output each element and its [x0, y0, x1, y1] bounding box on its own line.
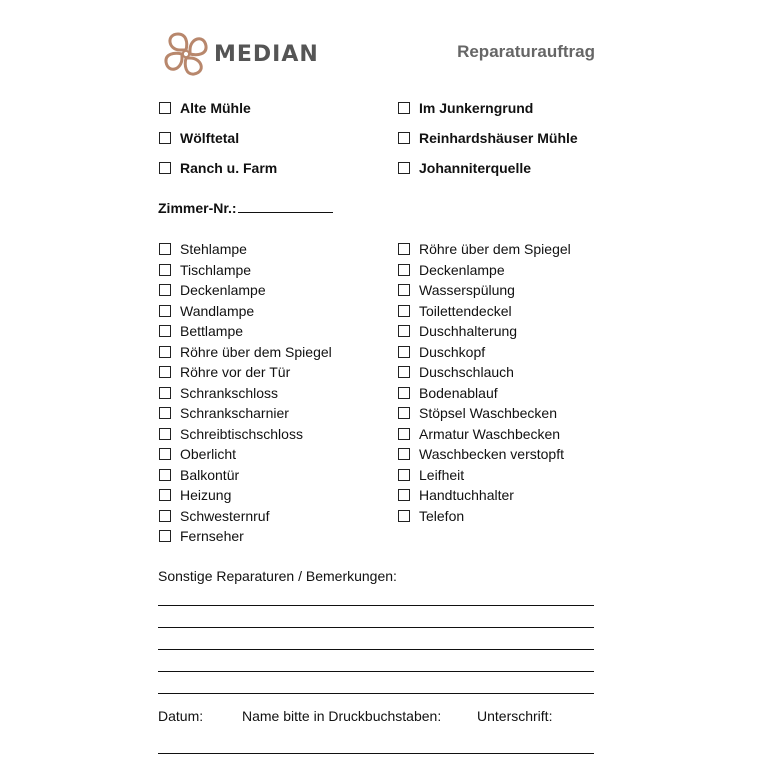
document-title: Reparaturauftrag: [457, 42, 595, 61]
median-logo: [160, 26, 360, 82]
repair-item-row[interactable]: [159, 444, 236, 464]
checkbox-label: Duschhalterung: [419, 323, 518, 339]
checkbox[interactable]: [398, 469, 410, 481]
repair-item-row[interactable]: [398, 301, 512, 321]
checkbox[interactable]: [398, 102, 410, 114]
house-checkbox-row[interactable]: [398, 128, 578, 148]
clover-logo-icon: [160, 28, 212, 80]
checkbox-label: Waschbecken verstopft: [419, 446, 564, 462]
checkbox-label: Leifheit: [419, 466, 465, 483]
footer-signature-line[interactable]: [158, 753, 594, 754]
checkbox[interactable]: [398, 243, 410, 255]
remarks-line[interactable]: [158, 605, 594, 606]
checkbox[interactable]: [159, 264, 171, 276]
checkbox-label: Wandlampe: [180, 302, 255, 319]
remarks-line[interactable]: [158, 627, 594, 628]
house-checkbox-row[interactable]: [398, 98, 533, 118]
room-number-blank[interactable]: [238, 200, 333, 213]
checkbox-label: Handtuchhalter: [419, 487, 514, 503]
checkbox-label: Wölftetal: [180, 130, 240, 146]
repair-item-row[interactable]: [159, 506, 269, 526]
checkbox-label: Balkontür: [180, 466, 240, 483]
repair-item-row[interactable]: [159, 526, 244, 546]
checkbox[interactable]: [159, 346, 171, 358]
remarks-line[interactable]: [158, 671, 594, 672]
repair-item-row[interactable]: [159, 280, 266, 300]
checkbox[interactable]: [398, 305, 410, 317]
checkbox-label: Im Junkerngrund: [419, 100, 534, 116]
repair-item-row[interactable]: [159, 383, 278, 403]
checkbox-label: Röhre über dem Spiegel: [419, 241, 571, 257]
checkbox[interactable]: [398, 284, 410, 296]
brand-name: MEDIAN: [214, 41, 319, 67]
checkbox[interactable]: [398, 489, 410, 501]
checkbox-label: Bettlampe: [180, 323, 244, 339]
repair-item-row[interactable]: [398, 280, 515, 300]
repair-item-row[interactable]: [159, 485, 231, 505]
checkbox[interactable]: [159, 243, 171, 255]
checkbox-label: Röhre über dem Spiegel: [180, 343, 332, 360]
repair-item-row[interactable]: [398, 260, 505, 280]
checkbox[interactable]: [398, 448, 410, 460]
checkbox[interactable]: [398, 428, 410, 440]
checkbox-label: Röhre vor der Tür: [180, 364, 291, 380]
repair-item-row[interactable]: [398, 465, 464, 485]
repair-item-row[interactable]: [398, 342, 485, 362]
repair-item-row[interactable]: [159, 301, 254, 321]
date-label: Datum:: [158, 708, 204, 724]
checkbox[interactable]: [159, 102, 171, 114]
repair-item-row[interactable]: [398, 403, 557, 423]
repair-item-row[interactable]: [159, 321, 243, 341]
room-number-label: Zimmer-Nr.:: [158, 200, 237, 216]
checkbox[interactable]: [159, 162, 171, 174]
checkbox[interactable]: [159, 469, 171, 481]
checkbox[interactable]: [159, 489, 171, 501]
repair-item-row[interactable]: [159, 239, 247, 259]
checkbox[interactable]: [398, 510, 410, 522]
checkbox[interactable]: [398, 366, 410, 378]
checkbox-label: Johanniterquelle: [419, 160, 532, 176]
house-checkbox-row[interactable]: [398, 158, 531, 178]
house-checkbox-row[interactable]: [159, 158, 277, 178]
checkbox[interactable]: [398, 407, 410, 419]
checkbox[interactable]: [159, 387, 171, 399]
checkbox[interactable]: [398, 346, 410, 358]
checkbox-label: Wasserspülung: [419, 282, 515, 298]
checkbox[interactable]: [159, 530, 171, 542]
checkbox[interactable]: [159, 428, 171, 440]
checkbox-label: Fernseher: [180, 528, 244, 544]
checkbox-label: Schreibtischschloss: [180, 425, 303, 442]
checkbox-label: Schrankscharnier: [180, 405, 289, 421]
checkbox[interactable]: [159, 510, 171, 522]
checkbox[interactable]: [398, 325, 410, 337]
checkbox-label: Stöpsel Waschbecken: [419, 405, 557, 421]
checkbox-label: Stehlampe: [180, 241, 247, 257]
repair-item-row[interactable]: [159, 342, 332, 362]
checkbox-label: Heizung: [180, 487, 232, 503]
house-checkbox-row[interactable]: [159, 128, 239, 148]
checkbox-label: Tischlampe: [180, 261, 252, 278]
repair-item-row[interactable]: [398, 362, 514, 382]
repair-item-row[interactable]: [398, 321, 517, 341]
checkbox-label: Bodenablauf: [419, 384, 498, 401]
checkbox-label: Oberlicht: [180, 446, 237, 462]
repair-item-row[interactable]: [398, 485, 514, 505]
repair-item-row[interactable]: [398, 383, 498, 403]
repair-item-row[interactable]: [398, 424, 560, 444]
repair-item-row[interactable]: [159, 465, 239, 485]
checkbox-label: Duschschlauch: [419, 364, 514, 380]
checkbox-label: Armatur Waschbecken: [419, 425, 561, 442]
checkbox-label: Deckenlampe: [419, 261, 505, 278]
checkbox[interactable]: [159, 132, 171, 144]
repair-item-row[interactable]: [159, 362, 290, 382]
checkbox[interactable]: [159, 366, 171, 378]
checkbox-label: Deckenlampe: [180, 282, 266, 298]
checkbox[interactable]: [159, 305, 171, 317]
checkbox[interactable]: [398, 387, 410, 399]
checkbox-label: Duschkopf: [419, 343, 486, 360]
checkbox[interactable]: [398, 132, 410, 144]
checkbox-label: Telefon: [419, 507, 465, 524]
checkbox[interactable]: [159, 325, 171, 337]
remarks-line[interactable]: [158, 649, 594, 650]
name-label: Name bitte in Druckbuchstaben:: [242, 708, 442, 724]
checkbox[interactable]: [398, 162, 410, 174]
repair-item-row[interactable]: [398, 239, 571, 259]
room-number-field: [158, 200, 333, 216]
house-checkbox-row[interactable]: [159, 98, 251, 118]
remarks-line[interactable]: [158, 693, 594, 694]
checkbox-label: Alte Mühle: [180, 100, 251, 116]
checkbox-label: Schwesternruf: [180, 507, 270, 524]
signature-label: Unterschrift:: [477, 708, 553, 724]
repair-item-row[interactable]: [159, 260, 251, 280]
checkbox[interactable]: [159, 284, 171, 296]
checkbox-label: Schrankschloss: [180, 384, 279, 401]
remarks-label: Sonstige Reparaturen / Bemerkungen:: [158, 568, 397, 584]
repair-item-row[interactable]: [159, 403, 289, 423]
checkbox[interactable]: [159, 448, 171, 460]
checkbox[interactable]: [159, 407, 171, 419]
checkbox-label: Reinhardshäuser Mühle: [419, 130, 578, 146]
checkbox-label: Toilettendeckel: [419, 302, 512, 319]
repair-item-row[interactable]: [398, 506, 464, 526]
repair-item-row[interactable]: [159, 424, 303, 444]
checkbox[interactable]: [398, 264, 410, 276]
checkbox-label: Ranch u. Farm: [180, 160, 278, 176]
repair-item-row[interactable]: [398, 444, 564, 464]
